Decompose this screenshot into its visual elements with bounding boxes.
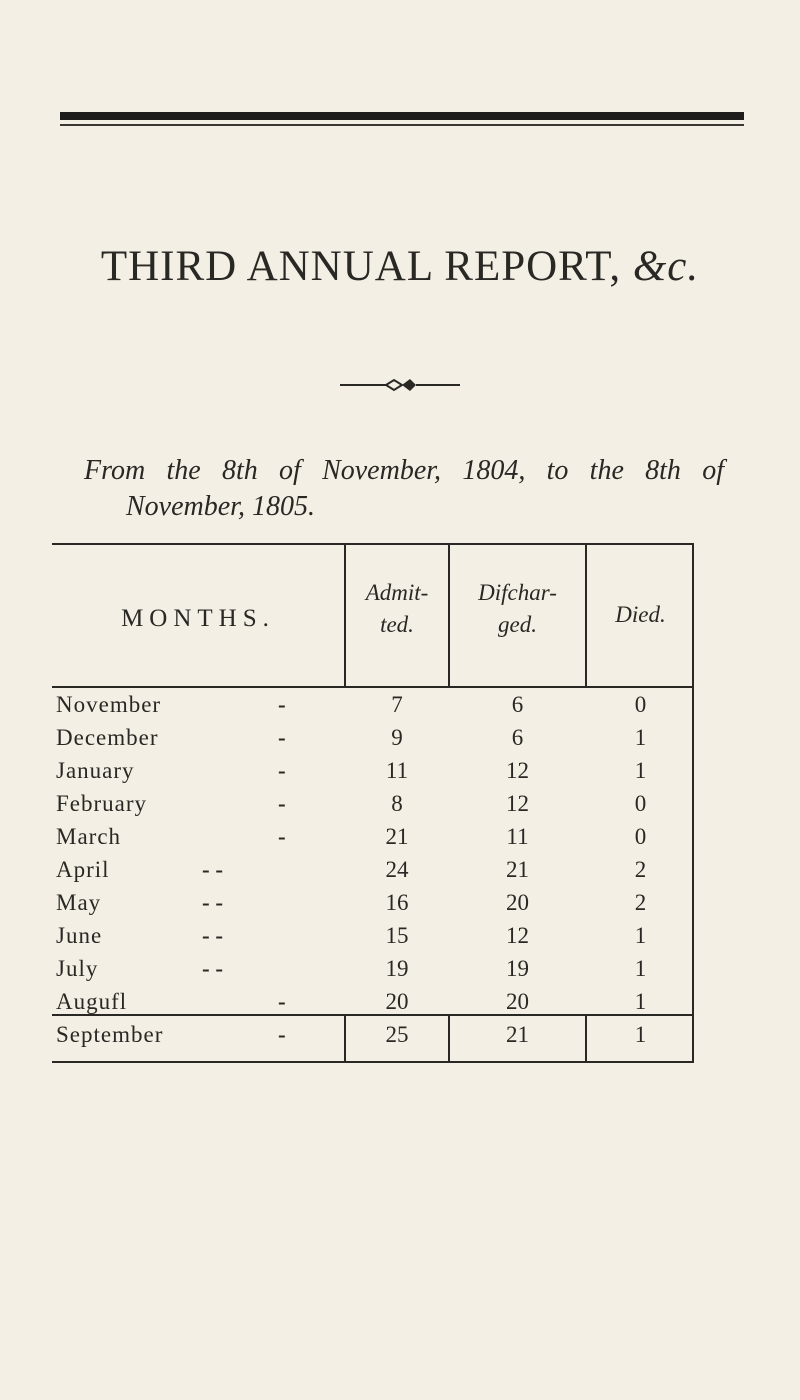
died-cell: 2	[634, 857, 647, 882]
month-cell: May	[56, 890, 102, 915]
discharged-cell: 6	[511, 692, 524, 717]
month-cell: September	[56, 1022, 164, 1047]
died-cell: 1	[634, 1022, 647, 1047]
month-cell: January	[56, 758, 135, 783]
table-row	[52, 857, 694, 890]
month-cell: July	[56, 956, 99, 981]
admitted-cell: 8	[391, 791, 403, 816]
leader-dash: -	[278, 725, 286, 750]
table-row	[52, 824, 694, 857]
discharged-cell: 19	[506, 956, 529, 981]
leader-dash: -	[278, 791, 286, 816]
leader-dash: -	[278, 1022, 286, 1047]
died-cell: 1	[634, 923, 647, 948]
header-died: Died.	[615, 602, 666, 627]
table-header-rule	[52, 686, 694, 688]
discharged-cell: 6	[511, 725, 524, 750]
leader-dash: - -	[202, 923, 224, 948]
discharged-cell: 12	[506, 791, 529, 816]
header-months: MONTHS.	[121, 605, 275, 632]
leader-dash: -	[278, 758, 286, 783]
header-discharged-line-1: Difchar-	[478, 580, 557, 605]
table-row	[52, 758, 694, 791]
died-cell: 0	[634, 824, 647, 849]
header-discharged-line-2: ged.	[498, 612, 537, 637]
header-rule-thin	[60, 124, 744, 126]
table-row	[52, 725, 694, 758]
month-cell: February	[56, 791, 148, 816]
table-bottom-rule	[52, 1061, 694, 1063]
discharged-cell: 12	[506, 923, 529, 948]
monthly-statistics-table	[52, 543, 694, 1073]
admitted-cell: 25	[385, 1022, 409, 1047]
month-cell: June	[56, 923, 103, 948]
header-rule-thick	[60, 112, 744, 120]
discharged-cell: 21	[506, 857, 529, 882]
admitted-cell: 19	[385, 956, 409, 981]
table-row	[52, 923, 694, 956]
month-cell: Augufl	[56, 989, 128, 1014]
discharged-cell: 11	[506, 824, 529, 849]
month-cell: December	[56, 725, 159, 750]
admitted-cell: 9	[391, 725, 403, 750]
admitted-cell: 20	[385, 989, 409, 1014]
died-cell: 1	[634, 989, 647, 1014]
died-cell: 1	[634, 956, 647, 981]
header-admitted-line-2: ted.	[380, 612, 414, 637]
report-period	[84, 453, 724, 525]
title-text: THIRD ANNUAL REPORT,	[100, 243, 622, 290]
died-cell: 0	[634, 692, 647, 717]
leader-dash: - -	[202, 890, 224, 915]
report-period-line-2: November, 1805.	[126, 491, 315, 522]
table-row	[52, 989, 694, 1022]
leader-dash: -	[278, 692, 286, 717]
table-top-rule	[52, 543, 694, 545]
table-row	[52, 956, 694, 989]
discharged-cell: 12	[506, 758, 529, 783]
admitted-cell: 7	[391, 692, 403, 717]
page-title	[0, 242, 800, 291]
month-cell: March	[56, 824, 122, 849]
ornament-divider-icon	[340, 376, 460, 394]
title-etc: &c.	[632, 243, 700, 290]
admitted-cell: 24	[385, 857, 409, 882]
died-cell: 1	[634, 758, 647, 783]
header-discharged	[450, 577, 585, 641]
discharged-cell: 20	[506, 989, 529, 1014]
table-row	[52, 692, 694, 725]
leader-dash: - -	[202, 956, 224, 981]
report-period-line-1: From the 8th of November, 1804, to the 8th of	[84, 455, 724, 486]
month-cell: November	[56, 692, 162, 717]
month-cell: April	[56, 857, 110, 882]
discharged-cell: 21	[506, 1022, 529, 1047]
died-cell: 1	[634, 725, 647, 750]
table-row	[52, 791, 694, 824]
died-cell: 2	[634, 890, 647, 915]
admitted-cell: 11	[385, 758, 409, 783]
leader-dash: -	[278, 824, 286, 849]
admitted-cell: 16	[385, 890, 409, 915]
admitted-cell: 15	[385, 923, 409, 948]
died-cell: 0	[634, 791, 647, 816]
header-admitted	[346, 577, 448, 641]
admitted-cell: 21	[385, 824, 409, 849]
discharged-cell: 20	[506, 890, 529, 915]
leader-dash: -	[278, 989, 286, 1014]
table-row	[52, 890, 694, 923]
header-admitted-line-1: Admit-	[365, 580, 429, 605]
leader-dash: - -	[202, 857, 224, 882]
